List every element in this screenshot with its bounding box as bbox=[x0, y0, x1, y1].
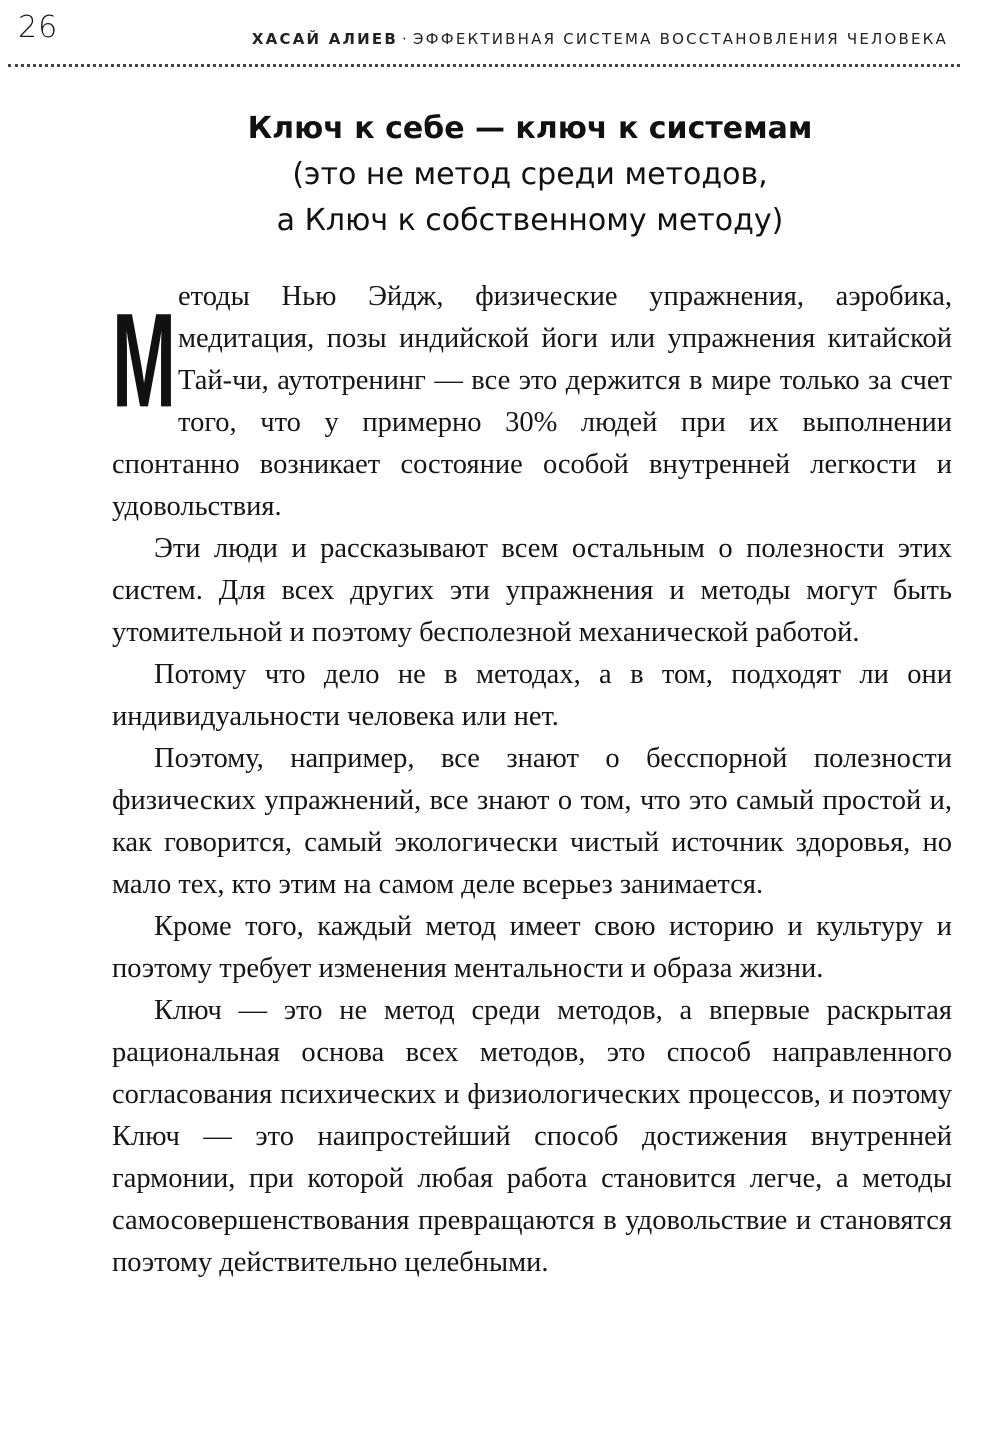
header-divider bbox=[8, 64, 960, 67]
section-subtitle-line-2: а Ключ к собственному методу) bbox=[276, 203, 784, 238]
running-head-separator: · bbox=[402, 30, 409, 48]
paragraph-2: Эти люди и рассказывают всем остальным о полезности этих систем. Для всех других эти упражнения и методы могут быть утомительной и поэтому бесполезной механической работой. bbox=[112, 533, 952, 648]
section-subtitle-line-1: (это не метод среди методов, bbox=[292, 157, 768, 192]
running-head-book-title: ЭФФЕКТИВНАЯ СИСТЕМА ВОССТАНОВЛЕНИЯ ЧЕЛОВЕКА bbox=[412, 30, 948, 48]
section-heading bbox=[110, 106, 950, 244]
paragraph-6: Ключ — это не метод среди методов, а впервые раскрытая рациональная основа всех методов, это способ направленного согласования психических и физиологических процессов, и поэтому Ключ — это наипростейший способ достижения внутренней гармонии, при которой любая работа становится легче, а методы самосовершенствования превращаются в удовольствие и становятся поэтому действительно целебными. bbox=[112, 995, 952, 1278]
running-head bbox=[252, 30, 948, 48]
page-number: 26 bbox=[18, 10, 59, 45]
body-text bbox=[112, 276, 952, 1284]
paragraph-1 bbox=[112, 276, 952, 528]
paragraph-3: Потому что дело не в методах, а в том, подходят ли они индивидуальности человека или нет. bbox=[112, 659, 952, 732]
paragraph-4: Поэтому, например, все знают о бесспорной полезности физических упражнений, все знают о том, что это самый простой и, как говорится, самый экологически чистый источник здоровья, но мало тех, кто этим на самом деле всерьез занимается. bbox=[112, 743, 952, 900]
paragraph-5: Кроме того, каждый метод имеет свою историю и культуру и поэтому требует изменения ментальности и образа жизни. bbox=[112, 911, 952, 984]
running-head-author: ХАСАЙ АЛИЕВ bbox=[251, 30, 398, 48]
paragraph-1-text: етоды Нью Эйдж, физические упражнения, аэробика, медитация, позы индийской йоги или упражнения китайской Тай-чи, аутотренинг — все это держится в мире только за счет того, что у примерно 30% людей при их выполнении спонтанно возникает состояние особой внутренней легкости и удовольствия. bbox=[112, 281, 952, 522]
section-title: Ключ к себе — ключ к системам bbox=[247, 111, 813, 146]
drop-cap: М bbox=[112, 286, 177, 436]
